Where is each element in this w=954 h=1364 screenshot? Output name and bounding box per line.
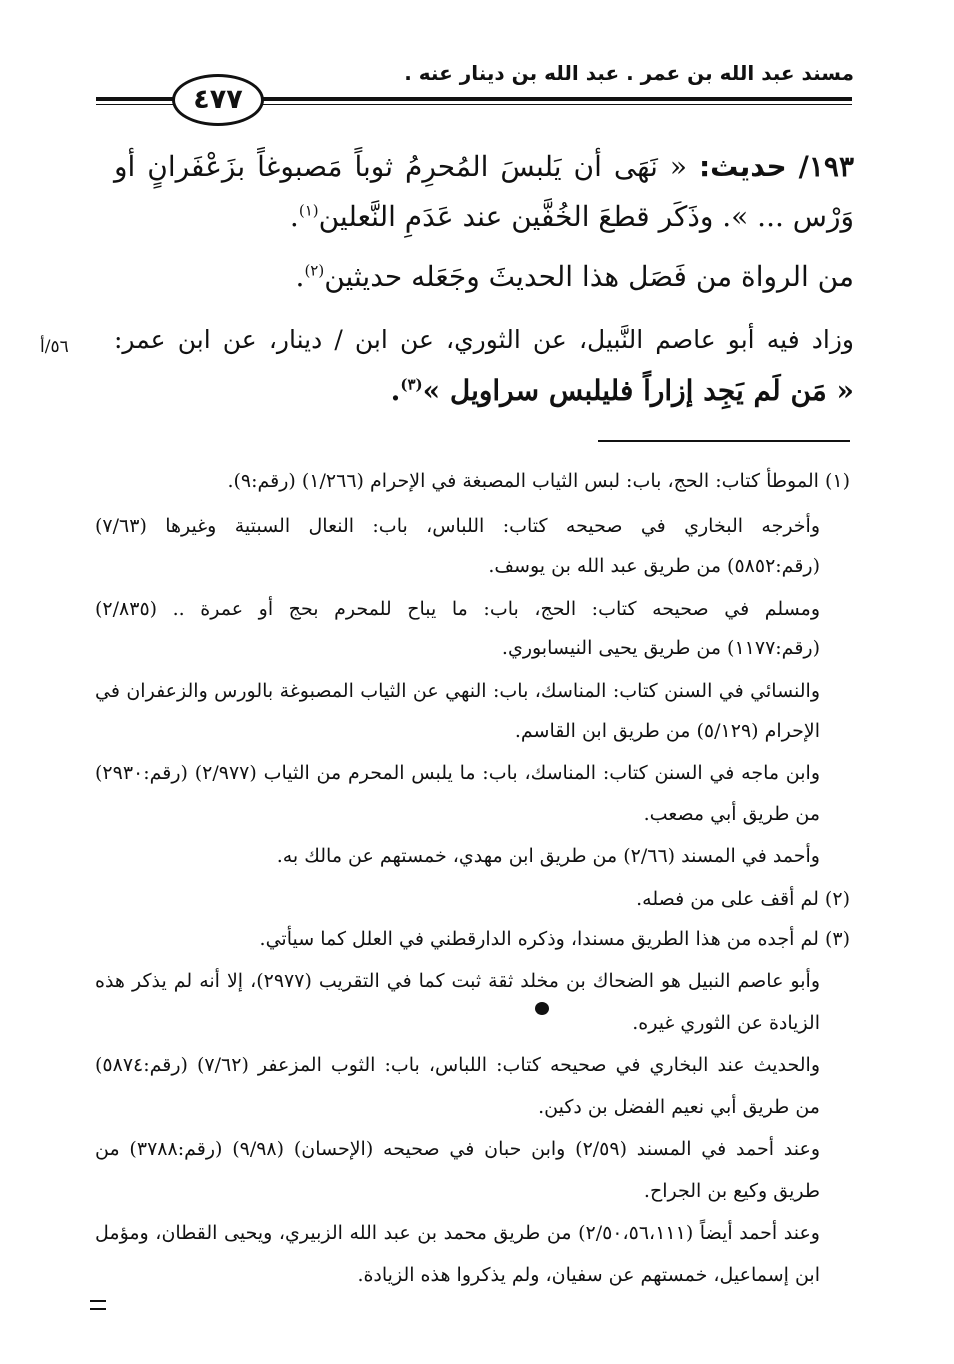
footnote-line: وأبو عاصم النبيل هو الضحاك بن مخلد ثقة ثبت كما في التقريب (٢٩٧٧)، إلا أنه لم يذكر هذه	[95, 970, 820, 992]
manuscript-folio-note: ٥٦/أ	[40, 337, 69, 357]
hadith-text-2: وَرْس ... ». وذَكَر قطعَ الخُفَّين عند عَدَمِ النَّعلين	[318, 200, 854, 233]
footnote-ref-3: (٣)	[400, 375, 423, 394]
addition-line	[114, 325, 854, 354]
footnote-line: ابن إسماعيل، خمستهم عن سفيان، ولم يذكروا هذه الزيادة.	[357, 1264, 820, 1286]
hadith-label: حديث:	[698, 150, 787, 183]
footnote-line: وأحمد في المسند (٢/٦٦) من طريق ابن مهدي، خمستهم عن مالك به.	[276, 845, 820, 867]
addition-quote: « مَن لَم يَجِد إزاراً فليلبس سراويل »	[422, 374, 854, 407]
footnote-line: الإحرام (٥/١٢٩) من طريق ابن القاسم.	[514, 720, 820, 742]
page-end-mark	[90, 1300, 106, 1310]
footnote-line: والحديث عند البخاري في صحيحه كتاب: اللباس، باب: الثوب المزعفر (٧/٦٢) (رقم:٥٨٧٤)	[95, 1054, 820, 1076]
narrators-text: من الرواة من فَصَل هذا الحديثَ وجَعَله حديثين	[324, 260, 854, 293]
page-number: ٤٧٧	[172, 74, 264, 126]
footnote-line: وعند أحمد أيضاً (٢/٥٠،٥٦،١١١) من طريق محمد بن عبد الله الزبيري، ويحيى القطان، ومؤمل	[95, 1222, 820, 1244]
footnote-separator	[598, 440, 850, 442]
footnote-line: (١) الموطأ كتاب: الحج، باب: لبس الثياب المصبغة في الإحرام (١/٢٦٦) (رقم:٩).	[227, 470, 850, 492]
footnote-line: من طريق أبي نعيم الفضل بن دكين.	[538, 1096, 820, 1118]
footnote-line: الزيادة عن الثوري غيره.	[632, 1012, 820, 1034]
footnote-line: (٣) لم أجده من هذا الطريق مسندا، وذكره الدارقطني في العلل كما سيأتي.	[259, 928, 850, 950]
footnote-line: وابن ماجه في السنن كتاب: المناسك، باب: ما يلبس المحرم من الثياب (٢/٩٧٧) (رقم:٢٩٣٠)	[95, 762, 821, 784]
addition-quote-line: « مَن لَم يَجِد إزاراً فليلبس سراويل »$^{(٣)}$.	[390, 374, 854, 407]
addition-text: وزاد فيه أبو عاصم النَّبيل، عن الثوري، عن ابن / دينار، عن ابن عمر:	[114, 325, 854, 354]
ink-dot	[535, 1002, 549, 1015]
footnote-ref-2: (٢)	[304, 261, 325, 280]
footnote-line: (رقم:١١٧٧) من طريق يحيى النيسابوري.	[501, 637, 820, 659]
footnote-line: (رقم:٥٨٥٢) من طريق عبد الله بن يوسف.	[488, 555, 820, 577]
hadith-number: ١٩٣/	[798, 150, 854, 183]
footnote-line: طريق وكيع بن الجراح.	[643, 1180, 820, 1202]
main-text	[114, 0, 854, 420]
running-header: مسند عبد الله بن عمر . عبد الله بن دينار عنه .	[404, 61, 854, 85]
footnote-line: (٢) لم أقف على من فصله.	[636, 888, 850, 910]
footnote-line: وأخرجه البخاري في صحيحه كتاب: اللباس، باب: النعال السبتية وغيرها (٧/٦٣)	[95, 515, 820, 537]
footnote-line: والنسائي في السنن كتاب: المناسك، باب: النهي عن الثياب المصبوغة بالورس والزعفران في	[95, 680, 820, 702]
hadith-text-1: « نَهَى أن يَلبسَ المُحرِمُ ثوباً مَصبوغاً بزَعْفَرانٍ أو	[114, 150, 687, 183]
footnote-ref-1: (١)	[298, 201, 319, 220]
footnote-line: وعند أحمد في المسند (٢/٥٩) وابن حبان في صحيحه (الإحسان) (٩/٩٨) (رقم:٣٧٨٨) من	[95, 1138, 821, 1160]
narrators-line: من الرواة من فَصَل هذا الحديثَ وجَعَله حديثين$^{(٢)}$.	[295, 260, 854, 293]
footnote-line: ومسلم في صحيحه كتاب: الحج، باب: ما يباح للمحرم بحج أو عمرة .. (٢/٨٣٥)	[95, 598, 820, 620]
hadith-line-2: وَرْس ... ». وذَكَر قطعَ الخُفَّين عند عَدَمِ النَّعلين$^{(١)}$.	[289, 200, 854, 233]
hadith-line-1	[114, 150, 854, 183]
footnote-line: من طريق أبي مصعب.	[643, 803, 820, 825]
